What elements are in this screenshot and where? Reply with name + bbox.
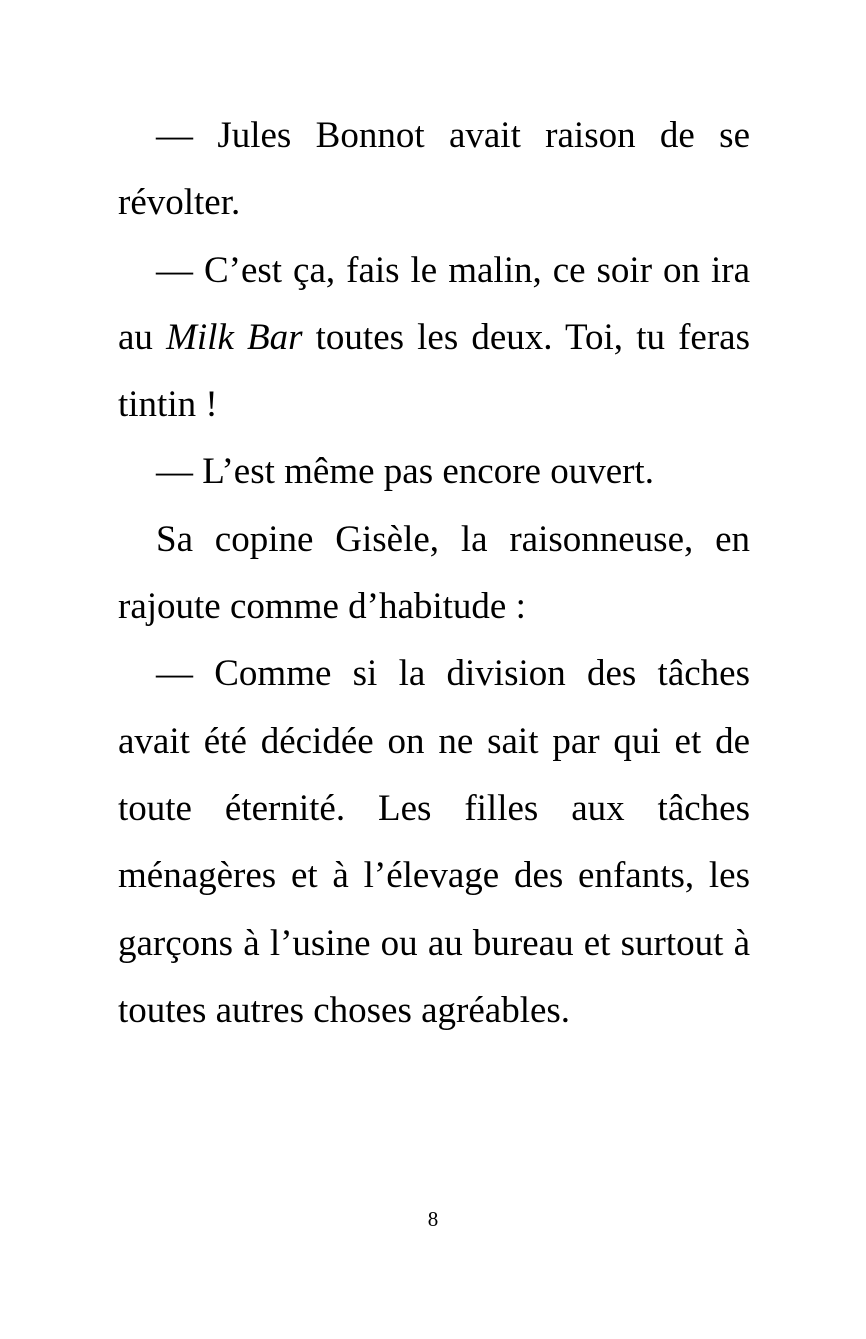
- paragraph-1: [118, 102, 750, 237]
- paragraph-3: [118, 438, 750, 505]
- paragraph-2: [118, 237, 750, 439]
- paragraph-2-text-before: — C’est ça, fais le malin, ce soir on ira au: [118, 249, 750, 358]
- paragraph-3-text: — L’est même pas encore ouvert.: [156, 451, 654, 493]
- paragraph-4: [118, 506, 750, 641]
- paragraph-2-text-after: toutes les deux. Toi, tu feras tintin !: [118, 316, 750, 426]
- body-text: [118, 102, 750, 1044]
- page-number: 8: [427, 1207, 439, 1231]
- paragraph-5-text: — Comme si la division des tâches avait été décidée on ne sait par qui et de toute éternité. Les filles aux tâches ménagères et à l’élevage des enfants, les garçons à l’usine ou au bureau et surtout à toutes autres choses agréables.: [118, 653, 750, 1031]
- paragraph-4-text: Sa copine Gisèle, la raisonneuse, en rajoute comme d’habitude :: [118, 518, 750, 628]
- paragraph-1-text: — Jules Bonnot avait raison de se révolter.: [118, 115, 750, 224]
- paragraph-5: [118, 640, 750, 1044]
- paragraph-2-italic-text: Milk Bar: [166, 316, 303, 358]
